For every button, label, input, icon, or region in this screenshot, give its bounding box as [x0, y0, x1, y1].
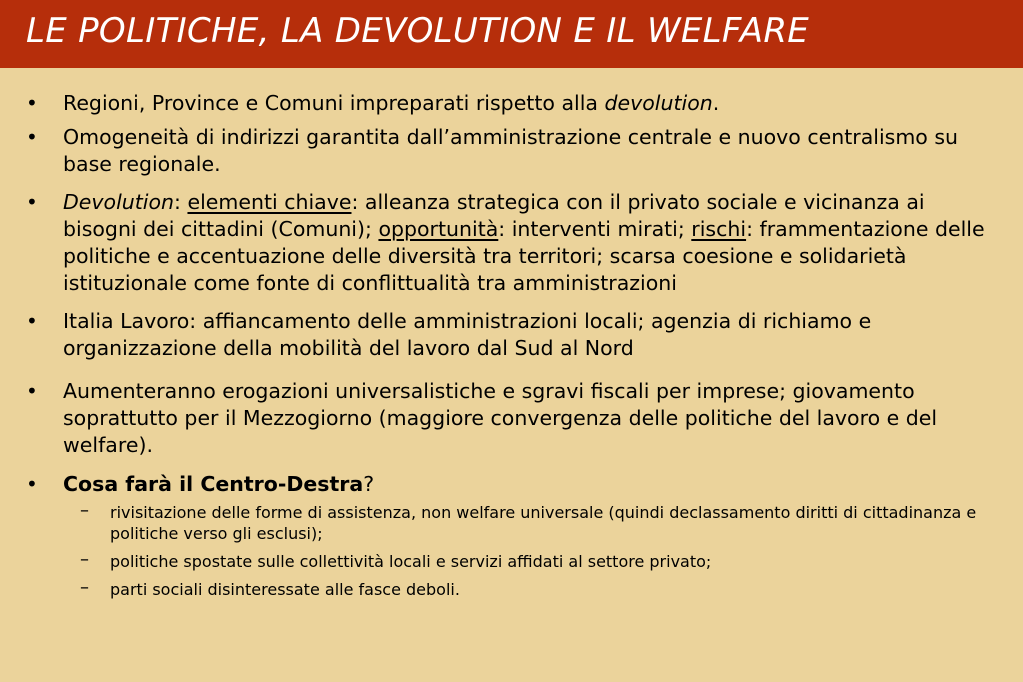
bullet-erogazioni [0, 378, 1023, 459]
bullet-icon: • [26, 379, 38, 403]
bullet-bold-text: Cosa farà il Centro-Destra [63, 472, 364, 496]
bullet-text: Italia Lavoro: affiancamento delle amministrazioni locali; agenzia di richiamo e organizzazione della mobilità del lavoro dal Sud al Nord [63, 309, 872, 360]
bullet-text: : alleanza strategica con il privato sociale e vicinanza ai bisogni dei cittadini (Comuni); [63, 190, 925, 241]
sub-bullet-assistenza [0, 502, 1023, 544]
sub-bullet-parti-sociali [0, 579, 1023, 600]
underlined-term-opportunita: opportunità [378, 217, 499, 241]
bullet-list [0, 90, 1023, 600]
bullet-text: Regioni, Province e Comuni impreparati rispetto alla [63, 91, 605, 115]
slide-title: LE POLITICHE, LA DEVOLUTION E IL WELFARE [26, 11, 810, 51]
bullet-emphasis: devolution [604, 91, 713, 115]
underlined-term-elementi-chiave: elementi chiave [187, 190, 352, 214]
sub-bullet-text: politiche spostate sulle collettività locali e servizi affidati al settore privato; [110, 552, 712, 571]
bullet-icon: • [26, 125, 38, 149]
title-bar [0, 0, 1023, 68]
dash-icon: – [80, 577, 89, 598]
bullet-text: : interventi mirati; [498, 217, 692, 241]
bullet-text-end: ? [363, 472, 375, 496]
dash-icon: – [80, 500, 89, 521]
bullet-omogeneita [0, 124, 1023, 178]
bullet-devolution-unprepared [0, 90, 1023, 117]
bullet-text: Aumenteranno erogazioni universalistiche e sgravi fiscali per imprese; giovamento soprattutto per il Mezzogiorno (maggiore convergenza delle politiche del lavoro e del welfare). [63, 379, 938, 457]
bullet-icon: • [26, 91, 38, 115]
bullet-icon: • [26, 190, 38, 214]
sub-bullet-text: parti sociali disinteressate alle fasce deboli. [110, 580, 460, 599]
sub-bullet-collettivita [0, 551, 1023, 572]
bullet-text: Omogeneità di indirizzi garantita dall’amministrazione centrale e nuovo centralismo su base regionale. [63, 125, 959, 176]
bullet-text-end: . [712, 91, 720, 115]
sub-bullet-text: rivisitazione delle forme di assistenza, non welfare universale (quindi declassamento diritti di cittadinanza e politiche verso gli esclusi); [110, 503, 977, 543]
dash-icon: – [80, 549, 89, 570]
bullet-icon: • [26, 309, 38, 333]
bullet-italia-lavoro [0, 308, 1023, 362]
bullet-devolution-key-elements [0, 189, 1023, 297]
underlined-term-rischi: rischi [691, 217, 747, 241]
bullet-icon: • [26, 472, 38, 496]
bullet-text: : frammentazione delle politiche e accentuazione delle diversità tra territori; scarsa coesione e solidarietà istituzionale come fonte di conflittualità tra amministrazioni [63, 217, 985, 295]
bullet-text: : [174, 190, 188, 214]
bullet-emphasis: Devolution [63, 190, 175, 214]
bullet-centro-destra [0, 471, 1023, 498]
